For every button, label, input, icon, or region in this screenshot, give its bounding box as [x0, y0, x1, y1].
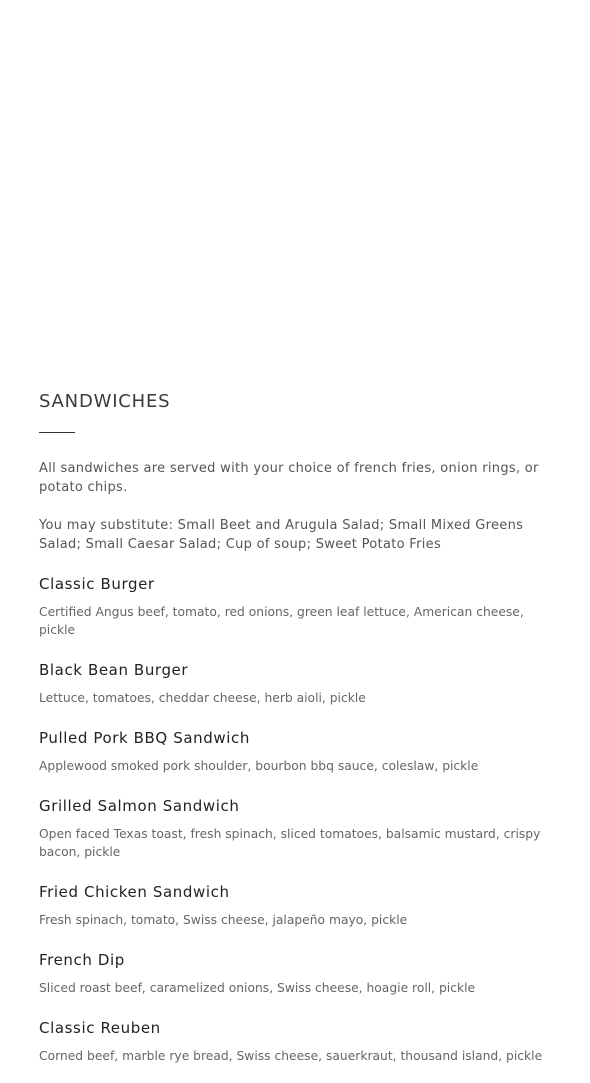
item-description: Lettuce, tomatoes, cheddar cheese, herb aioli, pickle	[39, 691, 366, 705]
menu-item	[39, 573, 551, 639]
substitution-text: You may substitute: Small Beet and Arugula Salad; Small Mixed Greens Salad; Small Caesar Salad; Cup of soup; Sweet Potato Fries	[39, 518, 524, 552]
item-name: French Dip	[39, 951, 125, 969]
section-title: SANDWICHES	[39, 391, 171, 412]
item-name: Classic Reuben	[39, 1019, 161, 1037]
menu-section	[0, 388, 590, 1065]
item-name: Pulled Pork BBQ Sandwich	[39, 729, 250, 747]
menu-item	[39, 1017, 551, 1065]
item-description: Applewood smoked pork shoulder, bourbon bbq sauce, coleslaw, pickle	[39, 759, 479, 773]
menu-item	[39, 659, 551, 707]
item-name: Classic Burger	[39, 575, 155, 593]
intro-text: All sandwiches are served with your choice of french fries, onion rings, or potato chips.	[39, 461, 539, 495]
item-description: Fresh spinach, tomato, Swiss cheese, jalapeño mayo, pickle	[39, 913, 408, 927]
item-name: Fried Chicken Sandwich	[39, 883, 230, 901]
hero-blank-area	[0, 0, 590, 388]
menu-item	[39, 727, 551, 775]
menu-item	[39, 949, 551, 997]
item-description: Certified Angus beef, tomato, red onions, green leaf lettuce, American cheese, pickle	[39, 605, 524, 637]
menu-item	[39, 881, 551, 929]
item-name: Black Bean Burger	[39, 661, 189, 679]
menu-item	[39, 795, 551, 861]
item-description: Corned beef, marble rye bread, Swiss cheese, sauerkraut, thousand island, pickle	[39, 1049, 543, 1063]
item-description: Open faced Texas toast, fresh spinach, sliced tomatoes, balsamic mustard, crispy bacon, pickle	[39, 827, 541, 859]
item-name: Grilled Salmon Sandwich	[39, 797, 240, 815]
item-description: Sliced roast beef, caramelized onions, Swiss cheese, hoagie roll, pickle	[39, 981, 476, 995]
title-divider	[39, 432, 75, 433]
